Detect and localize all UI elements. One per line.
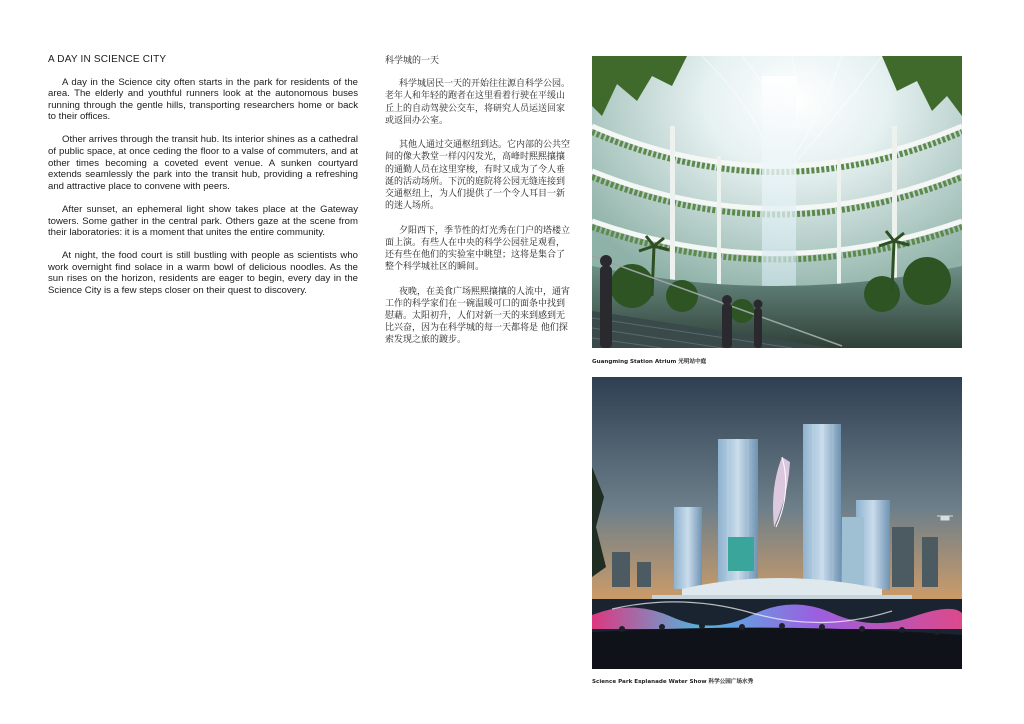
chinese-paragraph-2: 其他人通过交通枢纽到达。它内部的公共空间的像大教堂一样闪闪发光，高峰时熙熙攘攘的通勤人员在这里穿梭，有时又成为了令人垂涎的活动场所。下沉的庭院将公园无缝连接到交通枢纽上，为人们提供了一个令人耳目一新的迷人场所。	[385, 140, 571, 212]
english-column	[48, 54, 358, 308]
atrium-image	[592, 56, 962, 348]
chinese-column	[385, 55, 570, 359]
water-show-image	[592, 377, 962, 669]
english-title: A DAY IN SCIENCE CITY	[48, 54, 167, 65]
atrium-caption: Guangming Station Atrium 光明站中庭	[592, 359, 707, 365]
chinese-paragraph-3: 夕阳西下，季节性的灯光秀在门户的塔楼立面上演。有些人在中央的科学公园驻足观看，还有些在他们的实验室中眺望；这将是集合了整个科学城社区的瞬间。	[385, 225, 571, 273]
english-paragraph-4: At night, the food court is still bustling with people as scientists who work overnight find solace in a warm bowl of delicious noodles. As the sun rises on the horizon, residents are eager to begin, every day in the Science City is a few steps closer on their quest to discovery.	[48, 250, 358, 296]
chinese-title: 科学城的一天	[385, 56, 440, 66]
chinese-paragraph-1: 科学城居民一天的开始往往源自科学公园。老年人和年轻的跑者在这里看着行驶在平缓山丘上的自动驾驶公交车，将研究人员运送回家或返回办公室。	[385, 79, 571, 126]
english-paragraph-2: Other arrives through the transit hub. Its interior shines as a cathedral of public space, at once ceding the floor to a valse of commuters, and at other times becoming a coveted event venue. A sunken courtyard extends seamlessly the park into the transit hub, providing a refreshing and attractive place to convene with peers.	[48, 134, 358, 192]
water-show-caption: Science Park Esplanade Water Show 科学公园广场水秀	[592, 679, 754, 685]
chinese-paragraph-4: 夜晚，在美食广场熙熙攘攘的人流中，通宵工作的科学家们在一碗温暖可口的面条中找到慰藉。太阳初升，人们对新一天的来到感到无比兴奋，因为在科学城的每一天都将是 他们探索发现之旅的踱步。	[385, 286, 571, 346]
english-paragraph-3: After sunset, an ephemeral light show takes place at the Gateway towers. Some gather in the central park. Others gaze at the scene from their laboratories: it is a moment that unites the entire community.	[48, 203, 358, 239]
english-paragraph-1: A day in the Science city often starts in the park for residents of the area. The elderly and youthful runners look at the autonomous buses running through the gentle hills, transporting researchers home or back to their offices.	[48, 76, 358, 123]
